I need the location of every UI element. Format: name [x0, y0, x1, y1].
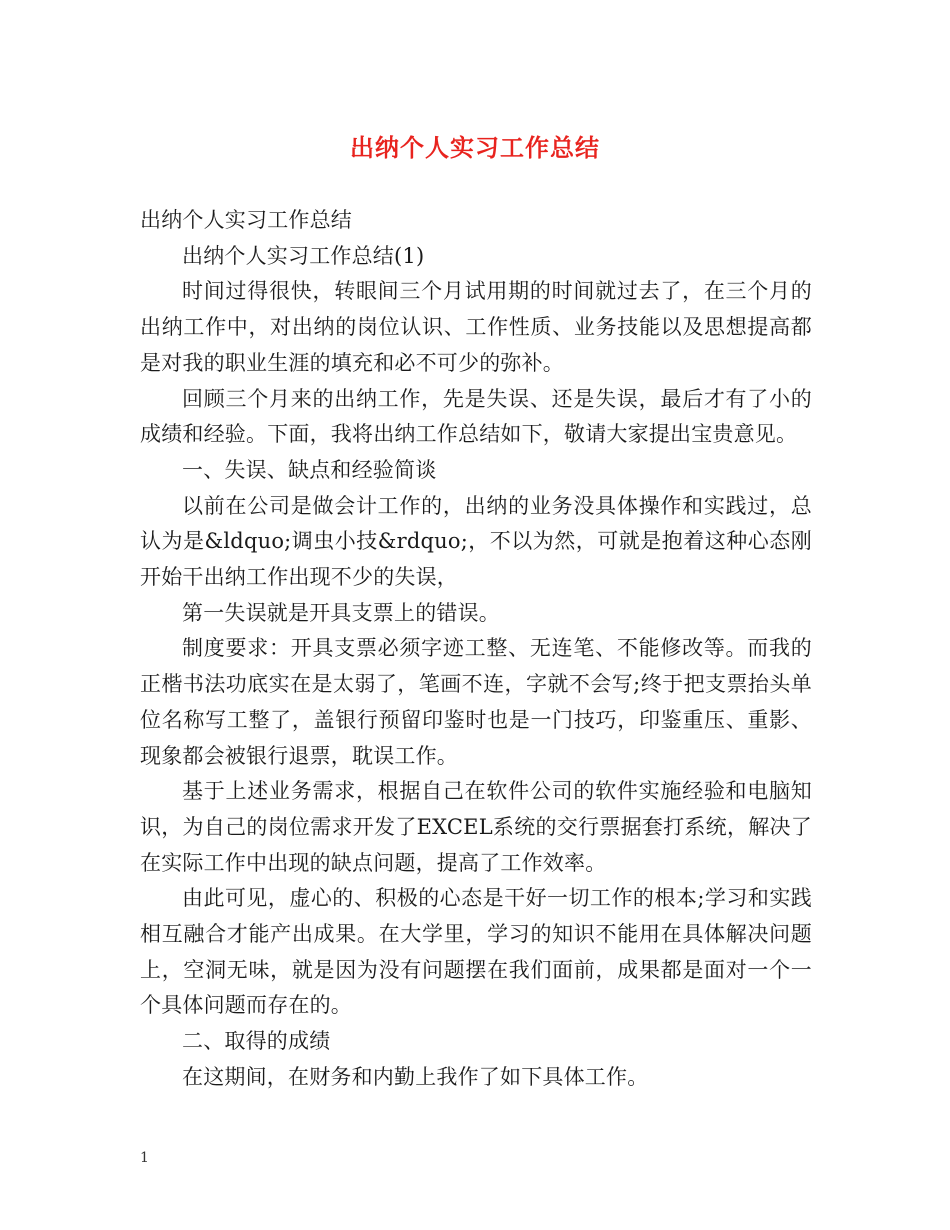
- section-heading: 二、取得的成绩: [182, 1029, 331, 1054]
- paragraph: 基于上述业务需求，根据自己在软件公司的软件实施经验和电脑知识，为自己的岗位需求开发了EXCEL系统的交行票据套打系统，解决了在实际工作中出现的缺点问题，提高了工作效率。: [140, 779, 812, 875]
- paragraph: 出纳个人实习工作总结: [140, 208, 352, 232]
- paragraph: 由此可见，虚心的、积极的心态是干好一切工作的根本;学习和实践相互融合才能产出成果。在大学里，学习的知识不能用在具体解决问题上，空洞无味，就是因为没有问题摆在我们面前，成果都是面对一个一个具体问题而存在的。: [140, 886, 812, 1018]
- paragraph: 时间过得很快，转眼间三个月试用期的时间就过去了，在三个月的出纳工作中，对出纳的岗位认识、工作性质、业务技能以及思想提高都是对我的职业生涯的填充和必不可少的弥补。: [140, 279, 812, 375]
- paragraph: 第一失误就是开具支票上的错误。: [182, 600, 500, 625]
- document-body: [140, 203, 812, 1096]
- paragraph: 以前在公司是做会计工作的，出纳的业务没具体操作和实践过，总认为是&ldquo;调虫小技&rdquo;，不以为然，可就是抱着这种心态刚开始干出纳工作出现不少的失误，: [140, 493, 812, 590]
- paragraph: 在这期间，在财务和内勤上我作了如下具体工作。: [182, 1064, 649, 1089]
- paragraph: 制度要求：开具支票必须字迹工整、无连笔、不能修改等。而我的正楷书法功底实在是太弱了，笔画不连，字就不会写;终于把支票抬头单位名称写工整了，盖银行预留印鉴时也是一门技巧，印鉴重压、重影、现象都会被银行退票，耽误工作。: [140, 636, 812, 768]
- section-heading: 一、失误、缺点和经验简谈: [182, 457, 437, 482]
- document-title: 出纳个人实习工作总结: [350, 133, 600, 162]
- paragraph: 出纳个人实习工作总结(1): [182, 243, 425, 268]
- paragraph: 回顾三个月来的出纳工作，先是失误、还是失误，最后才有了小的成绩和经验。下面，我将出纳工作总结如下，敬请大家提出宝贵意见。: [140, 386, 812, 447]
- page-number: 1: [140, 1150, 149, 1166]
